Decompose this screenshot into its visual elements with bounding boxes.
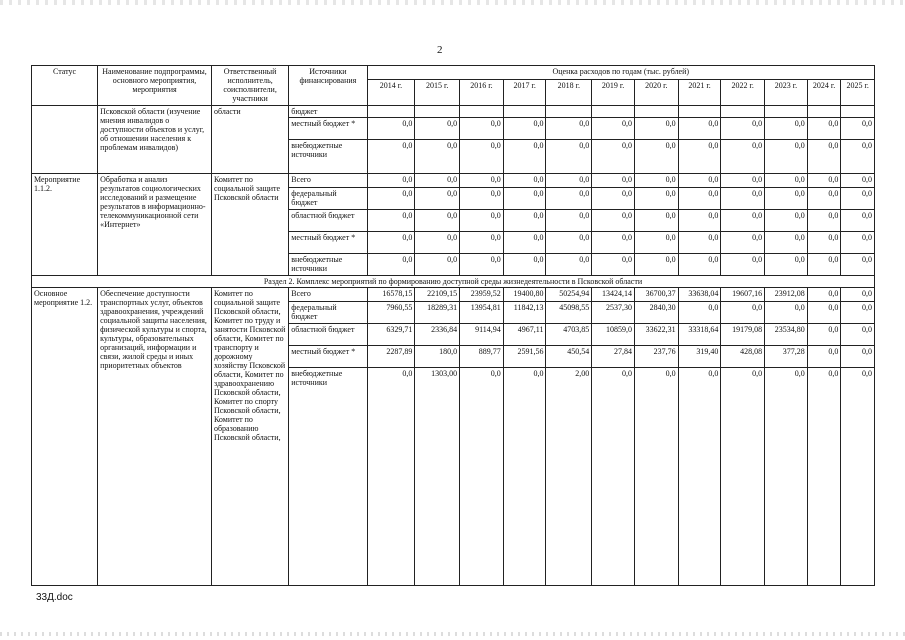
page-number: 2 — [437, 44, 443, 56]
value-cell: 0,0 — [546, 210, 592, 232]
value-cell — [807, 106, 841, 118]
value-cell: 0,0 — [634, 140, 678, 174]
value-cell: 319,40 — [678, 346, 721, 368]
value-cell: 0,0 — [678, 254, 721, 276]
value-cell: 50254,94 — [546, 288, 592, 302]
value-cell: 2591,56 — [503, 346, 546, 368]
value-cell: 7960,55 — [367, 302, 415, 324]
value-cell: 2840,30 — [634, 302, 678, 324]
value-cell: 0,0 — [765, 174, 808, 188]
year-header: 2023 г. — [765, 80, 808, 106]
measure-name: Псковской области (изучение мнения инвалидов о доступности объектов и услуг, об отношении населения к проблемам инвалидов) — [98, 106, 212, 174]
value-cell: 22109,15 — [415, 288, 460, 302]
value-cell: 0,0 — [721, 254, 765, 276]
value-cell — [546, 106, 592, 118]
value-cell: 33638,04 — [678, 288, 721, 302]
value-cell: 0,0 — [678, 232, 721, 254]
value-cell: 889,77 — [460, 346, 504, 368]
measure-name: Обработка и анализ результатов социологических исследований и размещение результатов в информационно-телекоммуникационной сети «Интернет» — [98, 174, 212, 276]
value-cell: 4967,11 — [503, 324, 546, 346]
value-cell: 0,0 — [592, 140, 635, 174]
value-cell: 0,0 — [415, 118, 460, 140]
value-cell: 0,0 — [841, 288, 875, 302]
value-cell: 2537,30 — [592, 302, 635, 324]
value-cell: 0,0 — [415, 140, 460, 174]
value-cell: 19607,16 — [721, 288, 765, 302]
value-cell: 4703,85 — [546, 324, 592, 346]
value-cell: 23959,52 — [460, 288, 504, 302]
value-cell: 0,0 — [807, 324, 841, 346]
value-cell: 0,0 — [807, 210, 841, 232]
value-cell: 27,84 — [592, 346, 635, 368]
year-header: 2014 г. — [367, 80, 415, 106]
value-cell — [460, 106, 504, 118]
value-cell: 0,0 — [678, 368, 721, 586]
status-cell: Мероприятие 1.1.2. — [32, 174, 98, 276]
header-row — [32, 66, 875, 80]
source-header: Источники финансирования — [289, 66, 367, 106]
value-cell: 0,0 — [503, 232, 546, 254]
value-cell: 2287,89 — [367, 346, 415, 368]
value-cell: 0,0 — [415, 174, 460, 188]
value-cell: 0,0 — [841, 118, 875, 140]
value-cell: 0,0 — [460, 140, 504, 174]
value-cell: 0,0 — [678, 174, 721, 188]
value-cell: 0,0 — [841, 210, 875, 232]
value-cell: 2336,84 — [415, 324, 460, 346]
responsible-cell: Комитет по социальной защите Псковской области — [211, 174, 288, 276]
responsible-cell: Комитет по социальной защите Псковской области, Комитет по труду и занятости Псковской области, Комитет по транспорту и дорожному хозяйству Псковской области, Комитет по здравоохранению Псковской области, Комитет по спорту Псковской области, Комитет по образованию Псковской области, — [211, 288, 288, 586]
value-cell: 0,0 — [367, 254, 415, 276]
value-cell: 0,0 — [841, 174, 875, 188]
value-cell: 0,0 — [765, 302, 808, 324]
value-cell: 0,0 — [503, 254, 546, 276]
source-cell: внебюджетные источники — [289, 254, 367, 276]
value-cell: 0,0 — [546, 174, 592, 188]
year-header: 2022 г. — [721, 80, 765, 106]
value-cell: 0,0 — [721, 232, 765, 254]
value-cell — [415, 106, 460, 118]
value-cell: 23534,80 — [765, 324, 808, 346]
source-cell: внебюджетные источники — [289, 140, 367, 174]
source-cell: федеральный бюджет — [289, 302, 367, 324]
value-cell: 45098,55 — [546, 302, 592, 324]
value-cell: 0,0 — [503, 140, 546, 174]
value-cell: 33318,64 — [678, 324, 721, 346]
value-cell: 6329,71 — [367, 324, 415, 346]
value-cell: 0,0 — [592, 210, 635, 232]
value-cell: 2,00 — [546, 368, 592, 586]
value-cell: 23912,08 — [765, 288, 808, 302]
value-cell: 0,0 — [592, 118, 635, 140]
value-cell — [367, 106, 415, 118]
value-cell: 33622,31 — [634, 324, 678, 346]
value-cell: 0,0 — [460, 368, 504, 586]
value-cell: 0,0 — [592, 368, 635, 586]
table-row — [32, 288, 875, 302]
value-cell: 0,0 — [634, 210, 678, 232]
year-header: 2021 г. — [678, 80, 721, 106]
value-cell: 0,0 — [721, 210, 765, 232]
value-cell: 0,0 — [503, 210, 546, 232]
value-cell: 0,0 — [415, 210, 460, 232]
status-cell: Основное мероприятие 1.2. — [32, 288, 98, 586]
value-cell: 9114,94 — [460, 324, 504, 346]
value-cell: 0,0 — [634, 174, 678, 188]
section-row — [32, 276, 875, 288]
value-cell: 0,0 — [503, 368, 546, 586]
value-cell: 0,0 — [546, 254, 592, 276]
value-cell: 0,0 — [460, 118, 504, 140]
estimate-header: Оценка расходов по годам (тыс. рублей) — [367, 66, 874, 80]
value-cell — [678, 106, 721, 118]
value-cell: 0,0 — [678, 302, 721, 324]
value-cell: 0,0 — [367, 188, 415, 210]
value-cell: 13954,81 — [460, 302, 504, 324]
value-cell: 0,0 — [503, 174, 546, 188]
year-header: 2016 г. — [460, 80, 504, 106]
source-cell: местный бюджет * — [289, 118, 367, 140]
value-cell: 0,0 — [841, 324, 875, 346]
value-cell: 0,0 — [721, 140, 765, 174]
value-cell: 0,0 — [592, 232, 635, 254]
expenses-table — [31, 65, 875, 586]
value-cell: 0,0 — [678, 210, 721, 232]
value-cell: 0,0 — [765, 210, 808, 232]
year-header: 2024 г. — [807, 80, 841, 106]
value-cell: 19400,80 — [503, 288, 546, 302]
value-cell: 0,0 — [765, 368, 808, 586]
measure-name: Обеспечение доступности транспортных услуг, объектов здравоохранения, учреждений социальной защиты населения, физической культуры и спорта, культуры, образовательных организаций, информации и связи, жилой среды и иных приоритетных объектов — [98, 288, 212, 586]
source-cell: бюджет — [289, 106, 367, 118]
status-header: Статус — [32, 66, 98, 106]
value-cell — [503, 106, 546, 118]
source-cell: областной бюджет — [289, 210, 367, 232]
source-cell: местный бюджет * — [289, 346, 367, 368]
value-cell: 0,0 — [807, 368, 841, 586]
value-cell: 428,08 — [721, 346, 765, 368]
value-cell: 0,0 — [807, 174, 841, 188]
value-cell: 377,28 — [765, 346, 808, 368]
value-cell: 0,0 — [678, 188, 721, 210]
source-cell: федеральный бюджет — [289, 188, 367, 210]
value-cell: 0,0 — [634, 368, 678, 586]
value-cell: 0,0 — [841, 368, 875, 586]
value-cell: 0,0 — [634, 232, 678, 254]
source-cell: местный бюджет * — [289, 232, 367, 254]
source-cell: внебюджетные источники — [289, 368, 367, 586]
value-cell: 0,0 — [367, 368, 415, 586]
value-cell: 0,0 — [592, 188, 635, 210]
value-cell: 0,0 — [721, 302, 765, 324]
value-cell: 0,0 — [503, 118, 546, 140]
value-cell: 0,0 — [841, 140, 875, 174]
value-cell: 0,0 — [367, 140, 415, 174]
value-cell: 0,0 — [807, 188, 841, 210]
value-cell: 0,0 — [841, 188, 875, 210]
value-cell: 0,0 — [807, 118, 841, 140]
value-cell: 0,0 — [367, 232, 415, 254]
value-cell: 0,0 — [460, 254, 504, 276]
value-cell — [592, 106, 635, 118]
status-cell — [32, 106, 98, 174]
name-header: Наименование подпрограммы, основного мероприятия, мероприятия — [98, 66, 212, 106]
value-cell: 0,0 — [721, 118, 765, 140]
value-cell: 0,0 — [807, 346, 841, 368]
value-cell — [841, 106, 875, 118]
scan-noise-bottom — [0, 632, 905, 636]
value-cell: 0,0 — [634, 254, 678, 276]
value-cell: 0,0 — [415, 254, 460, 276]
year-header: 2018 г. — [546, 80, 592, 106]
year-header: 2025 г. — [841, 80, 875, 106]
value-cell: 0,0 — [592, 254, 635, 276]
scan-noise-top — [0, 0, 905, 5]
value-cell: 0,0 — [807, 254, 841, 276]
value-cell: 0,0 — [634, 188, 678, 210]
value-cell: 0,0 — [807, 232, 841, 254]
value-cell: 0,0 — [765, 232, 808, 254]
document-filename: 33Д.doc — [36, 592, 73, 603]
value-cell: 237,76 — [634, 346, 678, 368]
value-cell: 0,0 — [841, 254, 875, 276]
value-cell: 0,0 — [503, 188, 546, 210]
value-cell: 36700,37 — [634, 288, 678, 302]
table-row — [32, 106, 875, 118]
value-cell: 10859,0 — [592, 324, 635, 346]
year-header: 2017 г. — [503, 80, 546, 106]
value-cell: 0,0 — [765, 118, 808, 140]
value-cell — [721, 106, 765, 118]
value-cell: 0,0 — [415, 188, 460, 210]
value-cell: 0,0 — [841, 232, 875, 254]
responsible-cell: области — [211, 106, 288, 174]
value-cell: 0,0 — [460, 232, 504, 254]
value-cell: 0,0 — [807, 140, 841, 174]
value-cell: 0,0 — [721, 188, 765, 210]
value-cell: 0,0 — [460, 174, 504, 188]
value-cell: 0,0 — [367, 210, 415, 232]
value-cell: 19179,08 — [721, 324, 765, 346]
value-cell: 0,0 — [721, 174, 765, 188]
value-cell: 0,0 — [367, 118, 415, 140]
value-cell: 0,0 — [678, 140, 721, 174]
source-cell: Всего — [289, 288, 367, 302]
value-cell: 0,0 — [765, 188, 808, 210]
table-row — [32, 174, 875, 188]
value-cell — [765, 106, 808, 118]
value-cell: 0,0 — [460, 188, 504, 210]
value-cell: 0,0 — [765, 254, 808, 276]
value-cell: 18289,31 — [415, 302, 460, 324]
value-cell: 0,0 — [807, 302, 841, 324]
value-cell: 450,54 — [546, 346, 592, 368]
year-header: 2020 г. — [634, 80, 678, 106]
source-cell: Всего — [289, 174, 367, 188]
value-cell: 0,0 — [546, 118, 592, 140]
source-cell: областной бюджет — [289, 324, 367, 346]
value-cell: 13424,14 — [592, 288, 635, 302]
value-cell: 0,0 — [765, 140, 808, 174]
value-cell: 180,0 — [415, 346, 460, 368]
value-cell: 0,0 — [678, 118, 721, 140]
value-cell: 0,0 — [807, 288, 841, 302]
value-cell: 1303,00 — [415, 368, 460, 586]
value-cell: 0,0 — [721, 368, 765, 586]
value-cell — [634, 106, 678, 118]
value-cell: 0,0 — [546, 140, 592, 174]
year-header: 2015 г. — [415, 80, 460, 106]
section-title: Раздел 2. Комплекс мероприятий по формированию доступной среды жизнедеятельности в Псковской области — [32, 276, 875, 288]
value-cell: 0,0 — [592, 174, 635, 188]
value-cell: 11842,13 — [503, 302, 546, 324]
year-header: 2019 г. — [592, 80, 635, 106]
value-cell: 16578,15 — [367, 288, 415, 302]
value-cell: 0,0 — [546, 232, 592, 254]
value-cell: 0,0 — [634, 118, 678, 140]
responsible-header: Ответственный исполнитель, соисполнители, участники — [211, 66, 288, 106]
value-cell: 0,0 — [367, 174, 415, 188]
value-cell: 0,0 — [841, 302, 875, 324]
value-cell: 0,0 — [460, 210, 504, 232]
value-cell: 0,0 — [841, 346, 875, 368]
value-cell: 0,0 — [546, 188, 592, 210]
value-cell: 0,0 — [415, 232, 460, 254]
